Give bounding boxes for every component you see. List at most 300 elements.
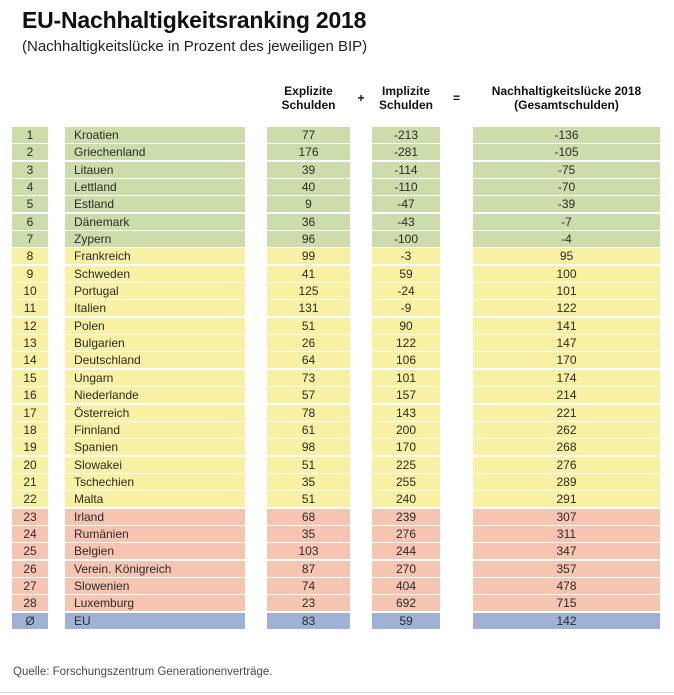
rank-cell: 22 <box>12 491 48 507</box>
cell-gap <box>48 405 65 421</box>
rank-cell: 25 <box>12 543 48 559</box>
table-row <box>12 491 674 507</box>
country-cell: Zypern <box>65 231 245 247</box>
cell-gap <box>245 474 267 490</box>
country-cell: Niederlande <box>65 387 245 403</box>
country-cell: EU <box>65 613 245 629</box>
cell-gap <box>440 543 473 559</box>
cell-gap <box>350 613 372 629</box>
cell-gap <box>48 474 65 490</box>
source-note: Quelle: Forschungszentrum Generationenverträge. <box>13 666 273 678</box>
table-row <box>12 543 674 559</box>
rank-cell: 13 <box>12 335 48 351</box>
cell-gap <box>48 162 65 178</box>
cell-gap <box>350 578 372 594</box>
implicit-debt-cell: 157 <box>372 387 440 403</box>
rank-cell: 18 <box>12 422 48 438</box>
implicit-debt-cell: -100 <box>372 231 440 247</box>
country-cell: Luxemburg <box>65 595 245 611</box>
cell-gap <box>350 526 372 542</box>
cell-gap <box>440 509 473 525</box>
rank-cell: 28 <box>12 595 48 611</box>
rank-cell: 8 <box>12 248 48 264</box>
country-cell: Slowenien <box>65 578 245 594</box>
cell-gap <box>245 144 267 160</box>
table-row <box>12 335 674 351</box>
explicit-debt-cell: 78 <box>267 405 350 421</box>
rank-cell: 17 <box>12 405 48 421</box>
cell-gap <box>440 595 473 611</box>
cell-gap <box>350 422 372 438</box>
cell-gap <box>48 439 65 455</box>
country-cell: Bulgarien <box>65 335 245 351</box>
cell-gap <box>245 405 267 421</box>
cell-gap <box>48 318 65 334</box>
country-cell: Finnland <box>65 422 245 438</box>
cell-gap <box>48 595 65 611</box>
cell-gap <box>350 491 372 507</box>
cell-gap <box>48 509 65 525</box>
cell-gap <box>440 613 473 629</box>
explicit-debt-cell: 41 <box>267 266 350 282</box>
implicit-debt-cell: 692 <box>372 595 440 611</box>
cell-gap <box>245 266 267 282</box>
sustainability-gap-cell: 276 <box>473 457 660 473</box>
country-cell: Portugal <box>65 283 245 299</box>
cell-gap <box>350 370 372 386</box>
cell-gap <box>350 439 372 455</box>
sustainability-gap-cell: 715 <box>473 595 660 611</box>
explicit-debt-cell: 40 <box>267 179 350 195</box>
sustainability-gap-cell: 307 <box>473 509 660 525</box>
table-row <box>12 526 674 542</box>
cell-gap <box>245 300 267 316</box>
sustainability-gap-cell: 357 <box>473 561 660 577</box>
sustainability-gap-cell: 101 <box>473 283 660 299</box>
cell-gap <box>48 335 65 351</box>
table-row <box>12 561 674 577</box>
sustainability-gap-cell: -39 <box>473 196 660 212</box>
implicit-debt-cell: 106 <box>372 352 440 368</box>
sustainability-gap-cell: 311 <box>473 526 660 542</box>
explicit-debt-cell: 73 <box>267 370 350 386</box>
explicit-debt-cell: 87 <box>267 561 350 577</box>
explicit-debt-cell: 77 <box>267 127 350 143</box>
explicit-debt-cell: 125 <box>267 283 350 299</box>
cell-gap <box>245 561 267 577</box>
country-cell: Tschechien <box>65 474 245 490</box>
rank-cell: 24 <box>12 526 48 542</box>
table-row <box>12 231 674 247</box>
implicit-debt-cell: 90 <box>372 318 440 334</box>
rank-cell: 16 <box>12 387 48 403</box>
cell-gap <box>440 439 473 455</box>
sustainability-gap-cell: 347 <box>473 543 660 559</box>
implicit-debt-cell: 170 <box>372 439 440 455</box>
cell-gap <box>440 144 473 160</box>
cell-gap <box>440 283 473 299</box>
sustainability-gap-cell: 291 <box>473 491 660 507</box>
table-row <box>12 509 674 525</box>
sustainability-gap-cell: 142 <box>473 613 660 629</box>
column-header-implicit-debt: Implizite Schulden <box>378 84 433 112</box>
implicit-debt-cell: -213 <box>372 127 440 143</box>
implicit-debt-cell: 255 <box>372 474 440 490</box>
table-row <box>12 370 674 386</box>
sustainability-gap-cell: 170 <box>473 352 660 368</box>
cell-gap <box>48 300 65 316</box>
cell-gap <box>350 405 372 421</box>
table-row <box>12 318 674 334</box>
table-row <box>12 127 674 143</box>
implicit-debt-cell: 244 <box>372 543 440 559</box>
cell-gap <box>48 248 65 264</box>
rank-cell: 12 <box>12 318 48 334</box>
cell-gap <box>245 457 267 473</box>
rank-cell: 27 <box>12 578 48 594</box>
cell-gap <box>48 526 65 542</box>
implicit-debt-cell: 143 <box>372 405 440 421</box>
cell-gap <box>245 543 267 559</box>
explicit-debt-cell: 83 <box>267 613 350 629</box>
cell-gap <box>245 526 267 542</box>
rank-cell: 26 <box>12 561 48 577</box>
table-row <box>12 613 674 629</box>
cell-gap <box>245 214 267 230</box>
implicit-debt-cell: -43 <box>372 214 440 230</box>
cell-gap <box>48 578 65 594</box>
table-row <box>12 214 674 230</box>
country-cell: Österreich <box>65 405 245 421</box>
cell-gap <box>245 387 267 403</box>
table-row <box>12 352 674 368</box>
country-cell: Frankreich <box>65 248 245 264</box>
cell-gap <box>440 127 473 143</box>
table-row <box>12 422 674 438</box>
implicit-debt-cell: -110 <box>372 179 440 195</box>
cell-gap <box>350 543 372 559</box>
country-cell: Dänemark <box>65 214 245 230</box>
rank-cell: 6 <box>12 214 48 230</box>
table-row <box>12 387 674 403</box>
cell-gap <box>245 162 267 178</box>
country-cell: Griechenland <box>65 144 245 160</box>
cell-gap <box>350 266 372 282</box>
table-row <box>12 595 674 611</box>
cell-gap <box>245 595 267 611</box>
explicit-debt-cell: 64 <box>267 352 350 368</box>
cell-gap <box>48 127 65 143</box>
rank-cell: 1 <box>12 127 48 143</box>
table-row <box>12 457 674 473</box>
cell-gap <box>440 248 473 264</box>
sustainability-gap-cell: -7 <box>473 214 660 230</box>
cell-gap <box>350 196 372 212</box>
cell-gap <box>350 387 372 403</box>
explicit-debt-cell: 9 <box>267 196 350 212</box>
implicit-debt-cell: -281 <box>372 144 440 160</box>
cell-gap <box>48 352 65 368</box>
implicit-debt-cell: 225 <box>372 457 440 473</box>
sustainability-gap-cell: 147 <box>473 335 660 351</box>
implicit-debt-cell: -114 <box>372 162 440 178</box>
sustainability-gap-cell: 174 <box>473 370 660 386</box>
sustainability-gap-cell: -136 <box>473 127 660 143</box>
country-cell: Litauen <box>65 162 245 178</box>
country-cell: Italien <box>65 300 245 316</box>
rank-cell: 5 <box>12 196 48 212</box>
rank-cell: 7 <box>12 231 48 247</box>
sustainability-gap-cell: 214 <box>473 387 660 403</box>
country-cell: Polen <box>65 318 245 334</box>
rank-cell: 2 <box>12 144 48 160</box>
implicit-debt-cell: 59 <box>372 613 440 629</box>
rank-cell: 3 <box>12 162 48 178</box>
country-cell: Ungarn <box>65 370 245 386</box>
cell-gap <box>48 422 65 438</box>
sustainability-gap-cell: 100 <box>473 266 660 282</box>
country-cell: Lettland <box>65 179 245 195</box>
cell-gap <box>440 370 473 386</box>
table-row <box>12 179 674 195</box>
cell-gap <box>440 352 473 368</box>
cell-gap <box>245 578 267 594</box>
cell-gap <box>350 595 372 611</box>
cell-gap <box>48 196 65 212</box>
explicit-debt-cell: 39 <box>267 162 350 178</box>
explicit-debt-cell: 98 <box>267 439 350 455</box>
sustainability-gap-cell: 221 <box>473 405 660 421</box>
cell-gap <box>440 405 473 421</box>
cell-gap <box>245 179 267 195</box>
explicit-debt-cell: 103 <box>267 543 350 559</box>
table-row <box>12 300 674 316</box>
cell-gap <box>48 387 65 403</box>
cell-gap <box>350 300 372 316</box>
equals-operator: = <box>452 91 460 105</box>
explicit-debt-cell: 131 <box>267 300 350 316</box>
implicit-debt-cell: 276 <box>372 526 440 542</box>
cell-gap <box>350 457 372 473</box>
sustainability-gap-cell: 95 <box>473 248 660 264</box>
country-cell: Irland <box>65 509 245 525</box>
implicit-debt-cell: 240 <box>372 491 440 507</box>
cell-gap <box>350 335 372 351</box>
cell-gap <box>245 352 267 368</box>
rank-cell: 9 <box>12 266 48 282</box>
cell-gap <box>245 318 267 334</box>
explicit-debt-cell: 23 <box>267 595 350 611</box>
cell-gap <box>48 613 65 629</box>
cell-gap <box>245 335 267 351</box>
cell-gap <box>48 283 65 299</box>
cell-gap <box>350 144 372 160</box>
explicit-debt-cell: 99 <box>267 248 350 264</box>
table-row <box>12 578 674 594</box>
cell-gap <box>350 127 372 143</box>
cell-gap <box>440 422 473 438</box>
explicit-debt-cell: 35 <box>267 526 350 542</box>
rank-cell: 4 <box>12 179 48 195</box>
cell-gap <box>350 162 372 178</box>
explicit-debt-cell: 176 <box>267 144 350 160</box>
explicit-debt-cell: 26 <box>267 335 350 351</box>
explicit-debt-cell: 74 <box>267 578 350 594</box>
cell-gap <box>48 214 65 230</box>
table-row <box>12 266 674 282</box>
cell-gap <box>48 179 65 195</box>
table-row <box>12 439 674 455</box>
cell-gap <box>48 491 65 507</box>
bottom-divider <box>0 692 674 693</box>
sustainability-gap-cell: 268 <box>473 439 660 455</box>
sustainability-gap-cell: 122 <box>473 300 660 316</box>
explicit-debt-cell: 36 <box>267 214 350 230</box>
cell-gap <box>440 266 473 282</box>
implicit-debt-cell: -3 <box>372 248 440 264</box>
country-cell: Verein. Königreich <box>65 561 245 577</box>
cell-gap <box>440 214 473 230</box>
cell-gap <box>245 196 267 212</box>
rank-cell: 15 <box>12 370 48 386</box>
country-cell: Slowakei <box>65 457 245 473</box>
table-row <box>12 162 674 178</box>
cell-gap <box>48 266 65 282</box>
implicit-debt-cell: 404 <box>372 578 440 594</box>
cell-gap <box>440 196 473 212</box>
table-row <box>12 196 674 212</box>
cell-gap <box>245 231 267 247</box>
country-cell: Rumänien <box>65 526 245 542</box>
explicit-debt-cell: 96 <box>267 231 350 247</box>
explicit-debt-cell: 35 <box>267 474 350 490</box>
cell-gap <box>245 491 267 507</box>
cell-gap <box>245 422 267 438</box>
cell-gap <box>245 127 267 143</box>
cell-gap <box>245 509 267 525</box>
country-cell: Schweden <box>65 266 245 282</box>
ranking-table-body <box>0 127 674 630</box>
table-row <box>12 405 674 421</box>
rank-cell: 11 <box>12 300 48 316</box>
cell-gap <box>48 231 65 247</box>
explicit-debt-cell: 57 <box>267 387 350 403</box>
plus-operator: + <box>357 91 365 105</box>
implicit-debt-cell: 122 <box>372 335 440 351</box>
rank-cell: 23 <box>12 509 48 525</box>
cell-gap <box>48 457 65 473</box>
rank-cell: 10 <box>12 283 48 299</box>
cell-gap <box>48 561 65 577</box>
cell-gap <box>245 439 267 455</box>
sustainability-gap-cell: 262 <box>473 422 660 438</box>
table-row <box>12 248 674 264</box>
cell-gap <box>350 248 372 264</box>
rank-cell: Ø <box>12 613 48 629</box>
cell-gap <box>440 335 473 351</box>
cell-gap <box>245 613 267 629</box>
page-title: EU-Nachhaltigkeitsranking 2018 <box>22 7 367 33</box>
cell-gap <box>350 214 372 230</box>
page-subtitle: (Nachhaltigkeitslücke in Prozent des jeweiligen BIP) <box>22 38 368 55</box>
table-row <box>12 144 674 160</box>
explicit-debt-cell: 51 <box>267 457 350 473</box>
explicit-debt-cell: 51 <box>267 318 350 334</box>
country-cell: Spanien <box>65 439 245 455</box>
cell-gap <box>350 231 372 247</box>
country-cell: Estland <box>65 196 245 212</box>
sustainability-gap-cell: -75 <box>473 162 660 178</box>
implicit-debt-cell: 239 <box>372 509 440 525</box>
rank-cell: 21 <box>12 474 48 490</box>
sustainability-gap-cell: -70 <box>473 179 660 195</box>
cell-gap <box>440 491 473 507</box>
rank-cell: 20 <box>12 457 48 473</box>
cell-gap <box>440 561 473 577</box>
cell-gap <box>245 283 267 299</box>
sustainability-gap-cell: 289 <box>473 474 660 490</box>
cell-gap <box>350 352 372 368</box>
cell-gap <box>440 231 473 247</box>
implicit-debt-cell: 200 <box>372 422 440 438</box>
cell-gap <box>48 543 65 559</box>
country-cell: Deutschland <box>65 352 245 368</box>
sustainability-gap-cell: 141 <box>473 318 660 334</box>
column-header-explicit-debt: Explizite Schulden <box>281 84 336 112</box>
explicit-debt-cell: 51 <box>267 491 350 507</box>
rank-cell: 14 <box>12 352 48 368</box>
table-row <box>12 474 674 490</box>
country-cell: Belgien <box>65 543 245 559</box>
cell-gap <box>440 318 473 334</box>
cell-gap <box>245 370 267 386</box>
cell-gap <box>48 370 65 386</box>
cell-gap <box>350 474 372 490</box>
sustainability-gap-cell: 478 <box>473 578 660 594</box>
implicit-debt-cell: 59 <box>372 266 440 282</box>
implicit-debt-cell: -9 <box>372 300 440 316</box>
cell-gap <box>440 300 473 316</box>
implicit-debt-cell: 270 <box>372 561 440 577</box>
implicit-debt-cell: -47 <box>372 196 440 212</box>
cell-gap <box>350 179 372 195</box>
cell-gap <box>440 162 473 178</box>
explicit-debt-cell: 61 <box>267 422 350 438</box>
country-cell: Malta <box>65 491 245 507</box>
sustainability-gap-cell: -4 <box>473 231 660 247</box>
cell-gap <box>350 509 372 525</box>
column-header-sustainability-gap: Nachhaltigkeitslücke 2018 (Gesamtschulden) <box>491 84 642 112</box>
table-row <box>12 283 674 299</box>
rank-cell: 19 <box>12 439 48 455</box>
sustainability-gap-cell: -105 <box>473 144 660 160</box>
cell-gap <box>245 248 267 264</box>
implicit-debt-cell: -24 <box>372 283 440 299</box>
cell-gap <box>440 387 473 403</box>
cell-gap <box>440 457 473 473</box>
cell-gap <box>440 578 473 594</box>
cell-gap <box>350 561 372 577</box>
column-headers <box>0 84 674 112</box>
explicit-debt-cell: 68 <box>267 509 350 525</box>
cell-gap <box>350 283 372 299</box>
country-cell: Kroatien <box>65 127 245 143</box>
cell-gap <box>350 318 372 334</box>
cell-gap <box>440 474 473 490</box>
cell-gap <box>440 526 473 542</box>
cell-gap <box>48 144 65 160</box>
cell-gap <box>440 179 473 195</box>
